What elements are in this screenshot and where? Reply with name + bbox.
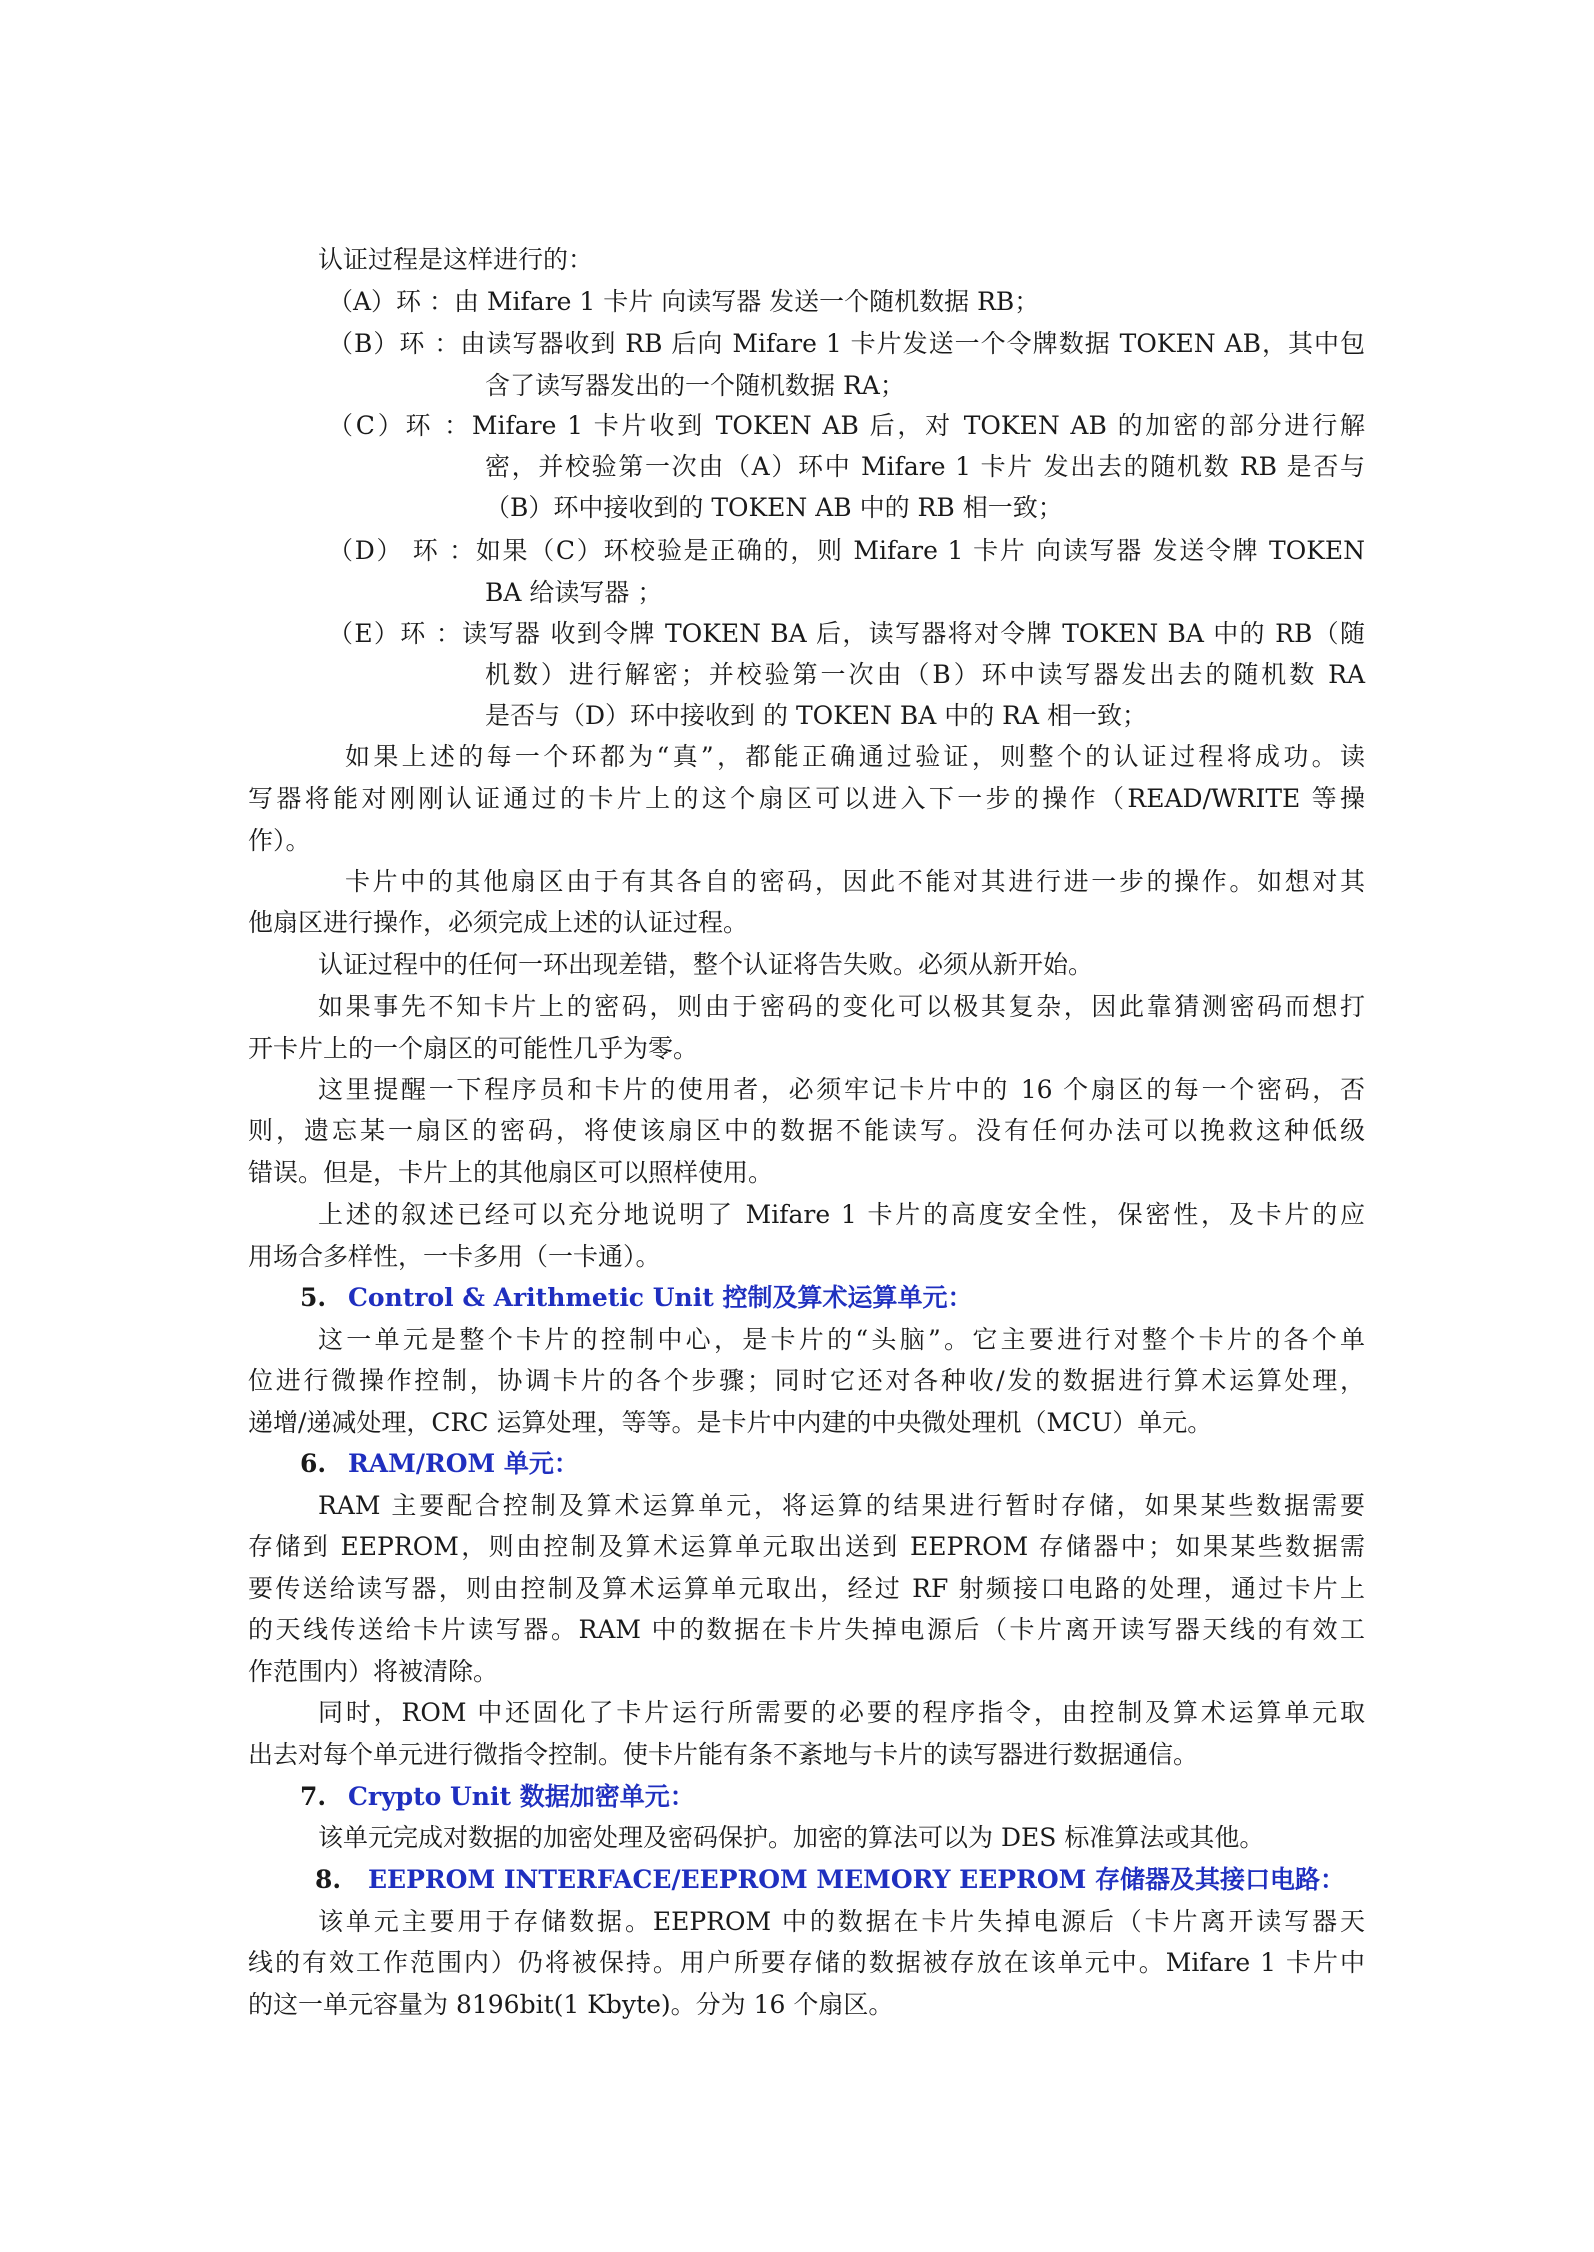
section-body-line: 同时，ROM 中还固化了卡片运行所需要的必要的程序指令，由控制及算术运算单元取 [318, 1698, 1365, 1727]
paragraph-line: 作）。 [248, 826, 311, 855]
step-e-line: 机数）进行解密；并校验第一次由（B）环中读写器发出去的随机数 RA [485, 660, 1365, 689]
section-body-line: 要传送给读写器，则由控制及算术运算单元取出，经过 RF 射频接口电路的处理，通过卡片上 [248, 1574, 1365, 1603]
paragraph-line: 写器将能对刚刚认证通过的卡片上的这个扇区可以进入下一步的操作（READ/WRITE 等操 [248, 784, 1365, 813]
section-body-line: 出去对每个单元进行微指令控制。使卡片能有条不紊地与卡片的读写器进行数据通信。 [248, 1740, 1199, 1769]
step-d-line: BA 给读写器 ； [485, 578, 663, 607]
intro-line: 认证过程是这样进行的： [318, 245, 594, 274]
paragraph-line: 如果事先不知卡片上的密码，则由于密码的变化可以极其复杂，因此靠猜测密码而想打 [318, 992, 1365, 1021]
section-body-line: 位进行微操作控制，协调卡片的各个步骤；同时它还对各种收/发的数据进行算术运算处理， [248, 1366, 1365, 1395]
paragraph-line: 错误。但是，卡片上的其他扇区可以照样使用。 [248, 1158, 774, 1187]
section-body-line: 这一单元是整个卡片的控制中心，是卡片的“头脑”。它主要进行对整个卡片的各个单 [318, 1325, 1365, 1354]
section-body-line: 作范围内）将被清除。 [248, 1657, 499, 1686]
section-heading: Crypto Unit 数据加密单元： [348, 1782, 695, 1811]
section-heading: RAM/ROM 单元： [348, 1449, 579, 1478]
section-heading: EEPROM INTERFACE/EEPROM MEMORY EEPROM 存储器及其接口电路： [368, 1865, 1346, 1894]
section-body-line: 该单元主要用于存储数据。EEPROM 中的数据在卡片失掉电源后（卡片离开读写器天 [318, 1907, 1365, 1936]
paragraph-line: 他扇区进行操作，必须完成上述的认证过程。 [248, 908, 749, 937]
paragraph-line: 这里提醒一下程序员和卡片的使用者，必须牢记卡片中的 16 个扇区的每一个密码，否 [318, 1075, 1365, 1104]
section-body-line: 递增/递减处理，CRC 运算处理，等等。是卡片中内建的中央微处理机（MCU）单元。 [248, 1408, 1213, 1437]
paragraph-line: 认证过程中的任何一环出现差错，整个认证将告失败。必须从新开始。 [318, 950, 1094, 979]
section-heading: Control & Arithmetic Unit 控制及算术运算单元： [348, 1283, 973, 1312]
section-body-line: RAM 主要配合控制及算术运算单元，将运算的结果进行暂时存储，如果某些数据需要 [318, 1491, 1365, 1520]
step-a-line: （A）环 ：由 Mifare 1 卡片 向读写器 发送一个随机数据 RB； [328, 287, 1040, 316]
step-e-line: （E）环 ：读写器 收到令牌 TOKEN BA 后，读写器将对令牌 TOKEN BA 中的 RB（随 [328, 619, 1365, 648]
paragraph-line: 用场合多样性，一卡多用（一卡通）。 [248, 1242, 661, 1271]
section-body-line: 该单元完成对数据的加密处理及密码保护。加密的算法可以为 DES 标准算法或其他。 [318, 1823, 1265, 1852]
step-b-line: 含了读写器发出的一个随机数据 RA； [485, 371, 905, 400]
step-d-line: （D） 环 ：如果（C）环校验是正确的，则 Mifare 1 卡片 向读写器 发送令牌 TOKEN [328, 536, 1365, 565]
paragraph-line: 开卡片上的一个扇区的可能性几乎为零。 [248, 1034, 699, 1063]
section-number: 8. [315, 1865, 342, 1894]
paragraph-line: 卡片中的其他扇区由于有其各自的密码，因此不能对其进行进一步的操作。如想对其 [345, 867, 1365, 896]
step-c-line: （B）环中接收到的 TOKEN AB 中的 RB 相一致； [485, 493, 1063, 522]
paragraph-line: 上述的叙述已经可以充分地说明了 Mifare 1 卡片的高度安全性，保密性，及卡片的应 [318, 1200, 1365, 1229]
section-body-line: 存储到 EEPROM，则由控制及算术运算单元取出送到 EEPROM 存储器中；如果某些数据需 [248, 1532, 1365, 1561]
step-c-line: （C）环 ：Mifare 1 卡片收到 TOKEN AB 后，对 TOKEN AB 的加密的部分进行解 [328, 411, 1365, 440]
step-e-line: 是否与（D）环中接收到 的 TOKEN BA 中的 RA 相一致； [485, 701, 1148, 730]
section-body-line: 的这一单元容量为 8196bit(1 Kbyte)。分为 16 个扇区。 [248, 1990, 894, 2019]
section-number: 5. [300, 1283, 327, 1312]
section-number: 6. [300, 1449, 327, 1478]
step-b-line: （B）环 ：由读写器收到 RB 后向 Mifare 1 卡片发送一个令牌数据 TOKEN AB，其中包 [328, 329, 1365, 358]
paragraph-line: 如果上述的每一个环都为“真”，都能正确通过验证，则整个的认证过程将成功。读 [345, 742, 1365, 771]
section-number: 7. [300, 1782, 327, 1811]
section-body-line: 线的有效工作范围内）仍将被保持。用户所要存储的数据被存放在该单元中。Mifare 1 卡片中 [248, 1948, 1365, 1977]
step-c-line: 密，并校验第一次由（A）环中 Mifare 1 卡片 发出去的随机数 RB 是否与 [485, 452, 1365, 481]
section-body-line: 的天线传送给卡片读写器。RAM 中的数据在卡片失掉电源后（卡片离开读写器天线的有效工 [248, 1615, 1365, 1644]
paragraph-line: 则，遗忘某一扇区的密码，将使该扇区中的数据不能读写。没有任何办法可以挽救这种低级 [248, 1116, 1365, 1145]
